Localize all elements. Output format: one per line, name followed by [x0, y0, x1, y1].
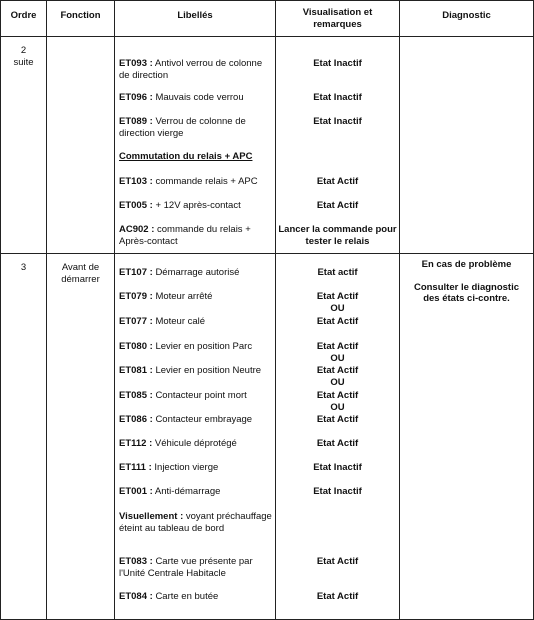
- fonction-cell: [47, 254, 115, 620]
- item-text: Carte vue présente par l'Unité Centrale Habitacle: [119, 556, 253, 579]
- header-ordre: Ordre: [1, 1, 47, 37]
- list-item: [119, 591, 272, 611]
- item-text: commande relais + APC: [155, 176, 258, 187]
- libelles-cell: [115, 37, 276, 254]
- item-code: ET081 :: [119, 365, 153, 376]
- item-code: ET089 :: [119, 116, 153, 127]
- status-value: Etat Actif: [316, 365, 359, 376]
- item-text: commande du relais + Après-contact: [119, 224, 251, 247]
- status-value: Lancer la commande pour tester le relais: [278, 224, 397, 247]
- status-value: Etat Actif: [316, 438, 359, 449]
- item-code: ET001 :: [119, 486, 153, 497]
- visualisation-cell: [276, 254, 400, 620]
- item-code: ET083 :: [119, 556, 153, 567]
- diagnostic-cell: [400, 254, 534, 620]
- item-code: Visuellement :: [119, 511, 184, 522]
- ordre-cell: [1, 37, 47, 254]
- section-title: [119, 151, 272, 176]
- ordre-value: 3: [20, 262, 27, 273]
- item-text: voyant préchauffage éteint au tableau de bord: [119, 511, 272, 534]
- status-value: Etat Inactif: [313, 58, 362, 69]
- or-label: OU: [330, 376, 345, 388]
- item-code: ET084 :: [119, 591, 153, 602]
- item-code: ET079 :: [119, 291, 153, 302]
- item-code: ET111 :: [119, 462, 152, 473]
- status-value: Etat Actif: [316, 176, 359, 187]
- or-label: OU: [330, 302, 345, 314]
- libelles-cell: [115, 254, 276, 620]
- status-value: Etat Inactif: [313, 486, 362, 497]
- header-fonction: Fonction: [47, 1, 115, 37]
- status-value: Etat Inactif: [313, 462, 362, 473]
- status-value: Etat Actif: [316, 200, 359, 211]
- list-item: [119, 390, 272, 414]
- ordre-cell: [1, 254, 47, 620]
- status-value: Etat Actif: [316, 591, 359, 602]
- item-text: Injection vierge: [154, 462, 219, 473]
- list-item: [119, 511, 272, 556]
- visualisation-cell: [276, 37, 400, 254]
- list-item: [119, 58, 272, 92]
- list-item: [119, 341, 272, 365]
- status-value: Etat Inactif: [313, 92, 362, 103]
- fonction-cell: [47, 37, 115, 254]
- diagnostic-title: En cas de problème: [421, 259, 512, 270]
- item-text: Contacteur point mort: [155, 390, 247, 401]
- item-code: AC902 :: [119, 224, 155, 235]
- list-item: [119, 462, 272, 486]
- or-label: OU: [330, 401, 345, 413]
- item-text: Véhicule déprotégé: [154, 438, 237, 449]
- item-text: Carte en butée: [155, 591, 219, 602]
- item-text: Levier en position Neutre: [155, 365, 262, 376]
- item-text: Levier en position Parc: [155, 341, 253, 352]
- item-text: Antivol verrou de colonne de direction: [119, 58, 263, 81]
- item-text: + 12V après-contact: [155, 200, 241, 211]
- status-value: Etat Actif: [316, 390, 359, 401]
- diagnostic-cell: [400, 37, 534, 254]
- item-text: Anti-démarrage: [154, 486, 221, 497]
- fonction-value: Avant de démarrer: [61, 262, 100, 285]
- table-row: [1, 37, 534, 254]
- item-code: ET093 :: [119, 58, 153, 69]
- item-text: Mauvais code verrou: [155, 92, 244, 103]
- list-item: [119, 224, 272, 250]
- list-item: [119, 200, 272, 224]
- status-value: Etat Actif: [316, 316, 359, 327]
- item-code: ET005 :: [119, 200, 153, 211]
- header-visualisation: Visualisation et remarques: [276, 1, 400, 37]
- table-row: [1, 254, 534, 620]
- item-code: ET107 :: [119, 267, 153, 278]
- item-text: Moteur arrêté: [155, 291, 213, 302]
- list-item: [119, 267, 272, 291]
- item-code: ET086 :: [119, 414, 153, 425]
- header-row: [1, 1, 534, 37]
- status-value: Etat Actif: [316, 291, 359, 302]
- header-libelles: Libellés: [115, 1, 276, 37]
- item-text: Verrou de colonne de direction vierge: [119, 116, 246, 139]
- or-label: OU: [330, 352, 345, 364]
- list-item: [119, 291, 272, 316]
- list-item: [119, 176, 272, 200]
- item-code: ET112 :: [119, 438, 153, 449]
- list-item: [119, 438, 272, 462]
- section-label: Commutation du relais + APC: [119, 151, 253, 162]
- status-value: Etat Actif: [316, 341, 359, 352]
- item-text: Contacteur embrayage: [155, 414, 253, 425]
- list-item: [119, 365, 272, 390]
- status-value: Etat actif: [317, 267, 358, 278]
- diagnostic-text: Consulter le diagnostic des états ci-contre.: [413, 281, 520, 304]
- item-text: Moteur calé: [155, 316, 206, 327]
- list-item: [119, 414, 272, 438]
- list-item: [119, 116, 272, 151]
- list-item: [119, 92, 272, 116]
- header-diagnostic: Diagnostic: [400, 1, 534, 37]
- ordre-value: 2 suite: [13, 45, 34, 68]
- list-item: [119, 556, 272, 591]
- item-code: ET077 :: [119, 316, 153, 327]
- item-code: ET096 :: [119, 92, 153, 103]
- status-value: Etat Actif: [316, 414, 359, 425]
- item-code: ET085 :: [119, 390, 153, 401]
- status-value: Etat Actif: [316, 556, 359, 567]
- list-item: [119, 316, 272, 341]
- item-text: Démarrage autorisé: [155, 267, 240, 278]
- item-code: ET080 :: [119, 341, 153, 352]
- status-value: Etat Inactif: [313, 116, 362, 127]
- item-code: ET103 :: [119, 176, 153, 187]
- list-item: [119, 486, 272, 511]
